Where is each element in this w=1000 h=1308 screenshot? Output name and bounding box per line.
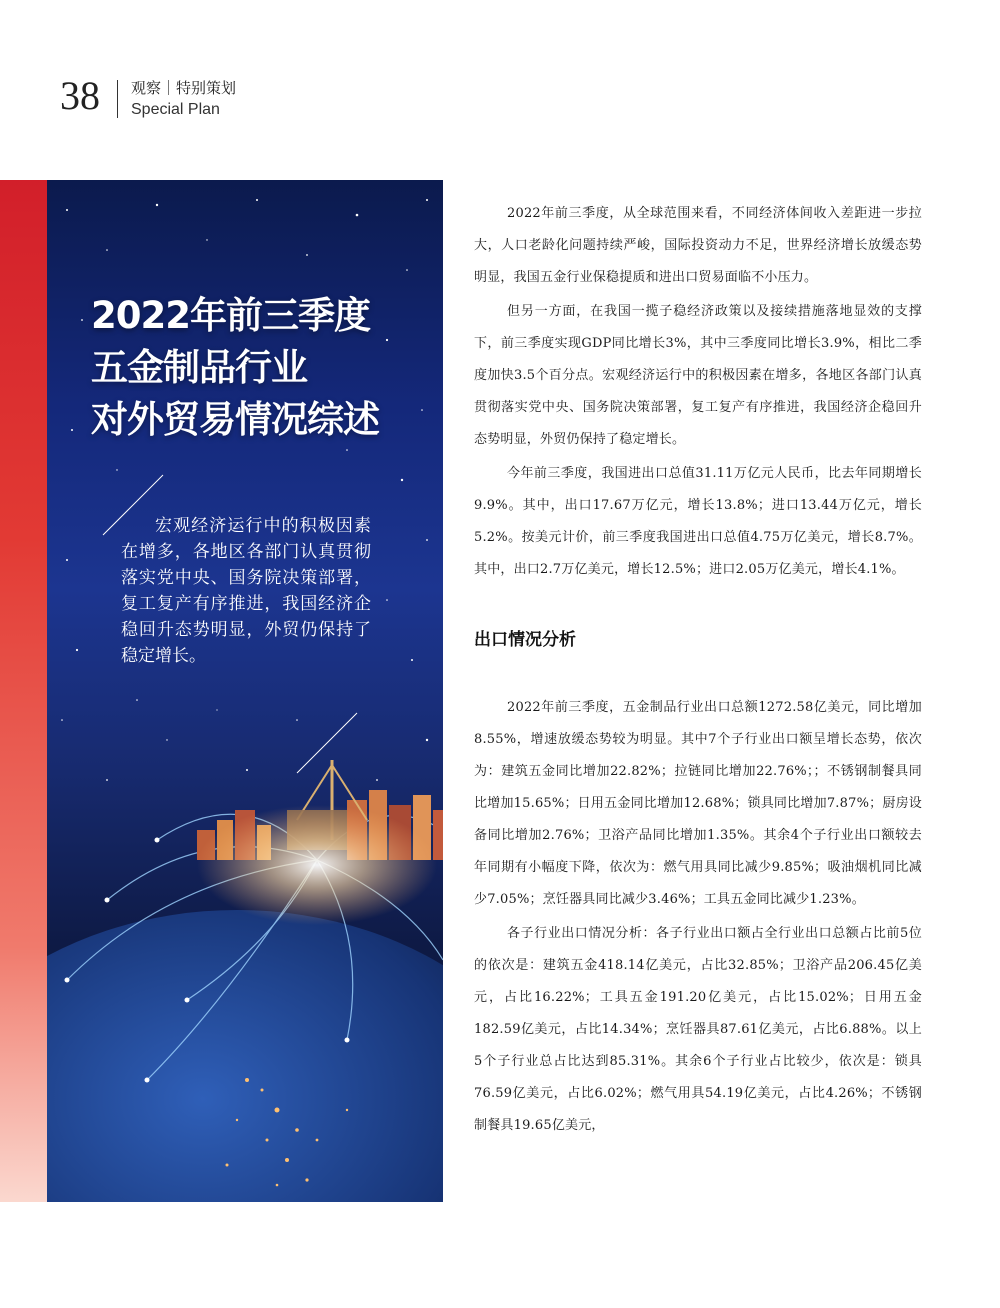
hero-title-line-3: 对外贸易情况综述: [91, 398, 379, 441]
export-paragraph-1: 2022年前三季度，五金制品行业出口总额1272.58亿美元，同比增加8.55%，增速放缓态势较为明显。其中7个子行业出口额呈增长态势，依次为：建筑五金同比增加22.82%；拉链同比增加22.76%；；不锈钢制餐具同比增加15.65%；日用五金同比增加12.68%；锁具同比增加7.87%；厨房设备同比增加2.76%；卫浴产品同比增加1.35%。其余4个子行业出口额较去年同期有小幅度下降，依次为：燃气用具同比减少9.85%；吸油烟机同比减少7.05%；烹饪器具同比减少3.46%；工具五金同比减少1.23%。: [474, 700, 922, 907]
intro-paragraph-3: 今年前三季度，我国进出口总值31.11万亿元人民币，比去年同期增长9.9%。其中，出口17.67万亿元，增长13.8%；进口13.44万亿元，增长5.2%。按美元计价，前三季度我国进出口总值4.75万亿美元，增长8.7%。其中，出口2.7万亿美元，增长12.5%；进口2.05万亿美元，增长4.1%。: [474, 466, 922, 577]
hero-panel: [47, 180, 443, 1202]
section-heading-export-analysis: 出口情况分析: [474, 630, 576, 650]
pull-quote-text: 宏观经济运行中的积极因素在增多，各地区各部门认真贯彻落实党中央、国务院决策部署，复工复产有序推进，我国经济企稳回升态势明显，外贸仍保持了稳定增长。: [121, 516, 371, 666]
light-glow: [197, 805, 437, 925]
intro-paragraph-2: 但另一方面，在我国一揽子稳经济政策以及接续措施落地显效的支撑下，前三季度实现GDP同比增长3%，其中三季度同比增长3.9%，相比二季度加快3.5个百分点。宏观经济运行中的积极因素在增多，各地区各部门认真贯彻落实党中央、国务院决策部署，复工复产有序推进，我国经济企稳回升态势明显，外贸仍保持了稳定增长。: [474, 304, 922, 447]
stars: [61, 199, 428, 781]
hero-title: [91, 290, 379, 446]
hero-title-line-2: 五金制品行业: [91, 346, 307, 389]
section-label-cn: 观察｜特别策划: [131, 79, 237, 97]
article-body: [474, 198, 922, 1142]
hero-pull-quote: [121, 513, 371, 669]
section-label-en: Special Plan: [131, 101, 220, 118]
page-number: 38: [60, 73, 100, 118]
red-side-strip: [0, 180, 48, 1202]
intro-paragraph-1: 2022年前三季度，从全球范围来看，不同经济体间收入差距进一步拉大，人口老龄化问题持续严峻，国际投资动力不足，世界经济增长放缓态势明显，我国五金行业保稳提质和进出口贸易面临不小压力。: [474, 206, 922, 285]
deco-line-bottom: [297, 713, 357, 773]
header-divider: [117, 80, 118, 118]
hero-title-line-1: 2022年前三季度: [91, 294, 370, 337]
export-paragraph-2: 各子行业出口情况分析：各子行业出口额占全行业出口总额占比前5位的依次是：建筑五金418.14亿美元，占比32.85%；卫浴产品206.45亿美元，占比16.22%；工具五金191.20亿美元，占比15.02%；日用五金182.59亿美元，占比14.34%；烹饪器具87.61亿美元，占比6.88%。以上5个子行业总占比达到85.31%。其余6个子行业占比较少，依次是：锁具76.59亿美元，占比6.02%；燃气用具54.19亿美元，占比4.26%；不锈钢制餐具19.65亿美元，: [474, 926, 922, 1133]
